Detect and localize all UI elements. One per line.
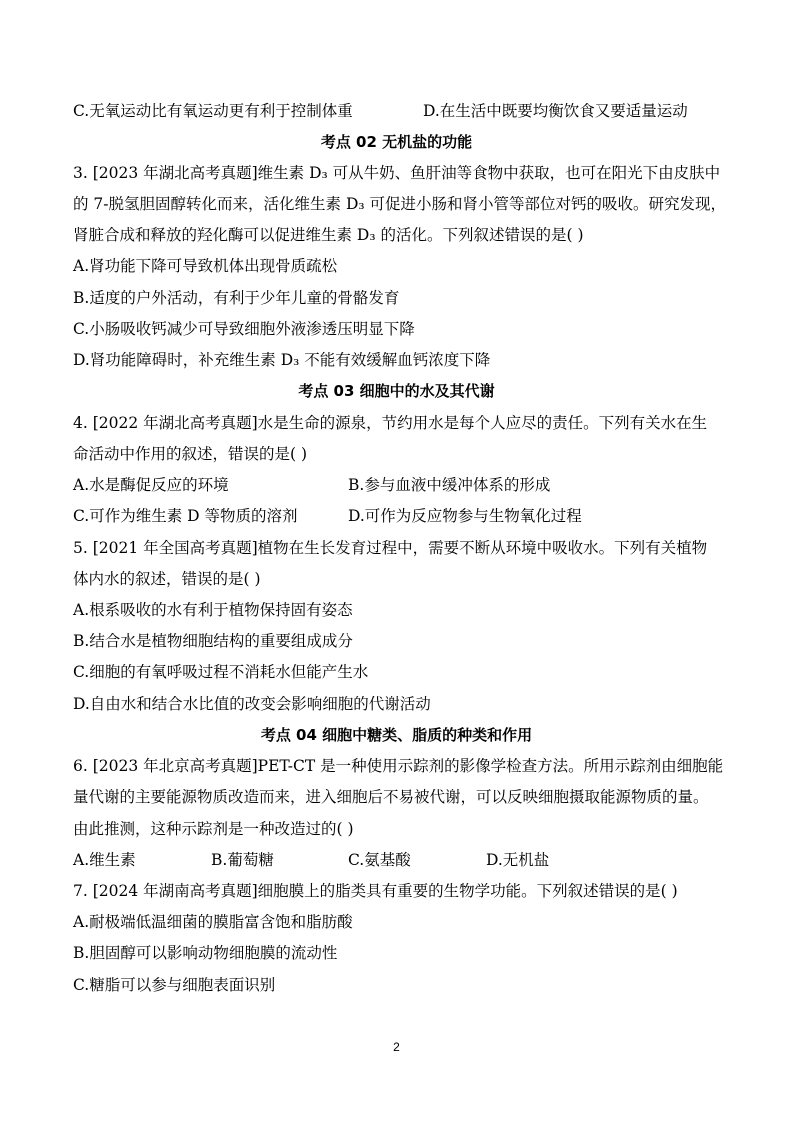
q2-option-c: C.无氧运动比有氧运动更有利于控制体重 xyxy=(73,102,353,120)
q6-option-c: C.氨基酸 xyxy=(348,851,411,869)
q7-stem-line1: 7. [2024 年湖南高考真题]细胞膜上的脂类具有重要的生物学功能。下列叙述错误的是( ) xyxy=(73,882,678,900)
q6-stem-line3: 由此推测，这种示踪剂是一种改造过的( ) xyxy=(73,820,354,838)
q5-stem-line2: 体内水的叙述，错误的是( ) xyxy=(73,570,261,588)
q7-option-a: A.耐极端低温细菌的膜脂富含饱和脂肪酸 xyxy=(73,913,353,931)
q3-option-c: C.小肠吸收钙减少可导致细胞外液渗透压明显下降 xyxy=(73,320,415,338)
q4-stem-line1: 4. [2022 年湖北高考真题]水是生命的源泉，节约用水是每个人应尽的责任。下列有关水在生 xyxy=(73,414,708,432)
q5-option-a: A.根系吸收的水有利于植物保持固有姿态 xyxy=(73,601,353,619)
q4-option-b: B.参与血液中缓冲体系的形成 xyxy=(348,476,551,494)
q7-option-b: B.胆固醇可以影响动物细胞膜的流动性 xyxy=(73,944,338,962)
q6-option-a: A.维生素 xyxy=(73,851,136,869)
q4-stem-line2: 命活动中作用的叙述，错误的是( ) xyxy=(73,445,308,463)
section-03-heading: 考点 03 细胞中的水及其代谢 xyxy=(298,382,495,400)
q3-stem-line2: 的 7-脱氢胆固醇转化而来，活化维生素 D₃ 可促进小肠和肾小管等部位对钙的吸收。研究发现， xyxy=(73,195,727,213)
q7-option-c: C.糖脂可以参与细胞表面识别 xyxy=(73,976,276,994)
q5-stem-line1: 5. [2021 年全国高考真题]植物在生长发育过程中，需要不断从环境中吸收水。下列有关植物 xyxy=(73,539,708,557)
q3-option-d: D.肾功能障碍时，补充维生素 D₃ 不能有效缓解血钙浓度下降 xyxy=(73,351,491,369)
q5-option-c: C.细胞的有氧呼吸过程不消耗水但能产生水 xyxy=(73,663,369,681)
q6-stem-line2: 量代谢的主要能源物质改造而来，进入细胞后不易被代谢，可以反映细胞摄取能源物质的量。 xyxy=(73,788,709,806)
section-04-heading: 考点 04 细胞中糖类、脂质的种类和作用 xyxy=(260,726,533,744)
q3-stem-line1: 3. [2023 年湖北高考真题]维生素 D₃ 可从牛奶、鱼肝油等食物中获取，也可在阳光下由皮肤中 xyxy=(73,164,721,182)
q2-option-d: D.在生活中既要均衡饮食又要适量运动 xyxy=(423,102,688,120)
q5-option-d: D.自由水和结合水比值的改变会影响细胞的代谢活动 xyxy=(73,695,431,713)
q6-option-d: D.无机盐 xyxy=(486,851,550,869)
q6-option-b: B.葡萄糖 xyxy=(211,851,274,869)
q4-option-d: D.可作为反应物参与生物氧化过程 xyxy=(348,507,582,525)
section-02-heading: 考点 02 无机盐的功能 xyxy=(320,133,473,151)
q3-option-b: B.适度的户外活动，有利于少年儿童的骨骼发育 xyxy=(73,289,400,307)
q5-option-b: B.结合水是植物细胞结构的重要组成成分 xyxy=(73,632,353,650)
q6-stem-line1: 6. [2023 年北京高考真题]PET-CT 是一种使用示踪剂的影像学检查方法。所用示踪剂由细胞能 xyxy=(73,757,724,775)
page-number: 2 xyxy=(393,1040,400,1054)
q3-option-a: A.肾功能下降可导致机体出现骨质疏松 xyxy=(73,257,338,275)
q4-option-c: C.可作为维生素 D 等物质的溶剂 xyxy=(73,507,298,525)
q4-option-a: A.水是酶促反应的环境 xyxy=(73,476,229,494)
q3-stem-line3: 肾脏合成和释放的羟化酶可以促进维生素 D₃ 的活化。下列叙述错误的是( ) xyxy=(73,226,584,244)
